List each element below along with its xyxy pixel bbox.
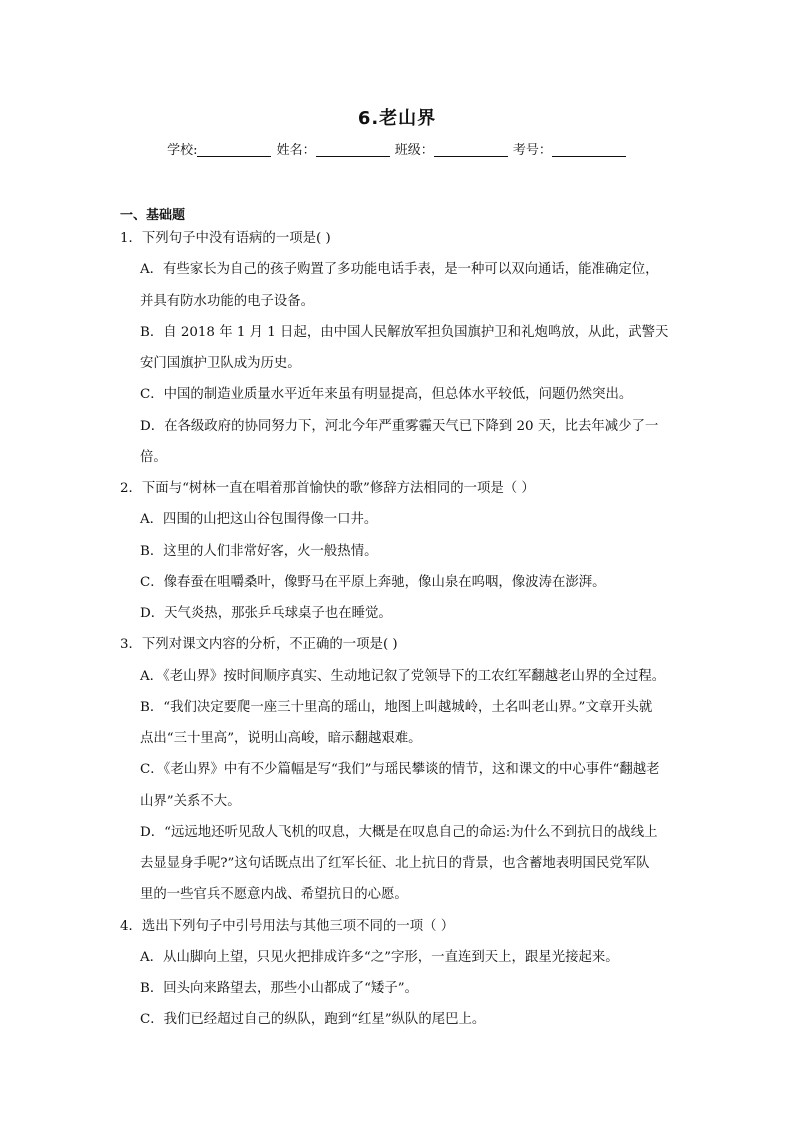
school-blank[interactable]: [197, 143, 271, 157]
option-line: B．“我们决定要爬一座三十里高的瑶山，地图上叫越城岭，土名叫老山界。”文章开头就: [140, 699, 653, 715]
option-line: A．《老山界》按时间顺序真实、生动地记叙了党领导下的工农红军翻越老山界的全过程。: [140, 668, 666, 684]
name-blank[interactable]: [316, 143, 390, 157]
option-line: A．有些家长为自己的孩子购置了多功能电话手表，是一种可以双向通话，能准确定位，: [140, 262, 659, 278]
option-line: 里的一些官兵不愿意内战、希望抗日的心愿。: [140, 887, 408, 903]
option-line: C．中国的制造业质量水平近年来虽有明显提高，但总体水平较低，问题仍然突出。: [140, 387, 633, 403]
option-line: 点出“三十里高”，说明山高峻，暗示翻越艰难。: [140, 731, 422, 746]
option-line: A．四围的山把这山谷包围得像一口井。: [140, 512, 378, 528]
option-line: 并具有防水功能的电子设备。: [140, 293, 315, 309]
name-label: 姓名：: [276, 143, 316, 158]
question-stem: 1．下列句子中没有语病的一项是( ): [120, 231, 331, 246]
page-title: 6.老山界: [357, 108, 437, 129]
option-line: C．《老山界》中有不少篇幅是写“我们”与瑶民攀谈的情节，这和课文的中心事件“翻越老: [140, 762, 660, 778]
option-line: 去显显身手呢?”这句话既点出了红军长征、北上抗日的背景，也含蓄地表明国民党军队: [140, 856, 650, 871]
option-line: 山界”关系不大。: [140, 793, 241, 809]
school-label: 学校:: [167, 143, 198, 158]
section-title: 一、基础题: [120, 208, 186, 223]
option-line: D．天气炎热，那张乒乓球桌子也在睡觉。: [140, 606, 392, 621]
option-line: C．像春蚕在咀嚼桑叶，像野马在平原上奔驰，像山泉在呜咽，像波涛在澎湃。: [140, 574, 606, 590]
number-label: 考号：: [512, 143, 552, 158]
option-line: A．从山脚向上望，只见火把排成许多“之”字形，一直连到天上，跟星光接起来。: [140, 949, 619, 965]
option-line: C．我们已经超过自己的纵队，跑到“红星”纵队的尾巴上。: [140, 1012, 486, 1028]
option-line: B．回头向来路望去，那些小山都成了“矮子”。: [140, 981, 418, 996]
option-line: B．自 2018 年 1 月 1 日起，由中国人民解放军担负国旗护卫和礼炮鸣放，从此，武警天: [140, 324, 669, 340]
number-blank[interactable]: [552, 143, 626, 157]
question-stem: 2．下面与“树林一直在唱着那首愉快的歌”修辞方法相同的一项是（ ）: [120, 481, 535, 496]
question-stem: 3．下列对课文内容的分析，不正确的一项是( ): [120, 637, 398, 653]
student-info-line: [0, 139, 794, 158]
option-line: D．在各级政府的协同努力下，河北今年严重雾霾天气已下降到 20 天，比去年减少了一: [140, 418, 659, 434]
option-line: B．这里的人们非常好客，火一般热情。: [140, 543, 378, 559]
question-stem: 4．选出下列句子中引号用法与其他三项不同的一项（ ）: [120, 918, 455, 934]
option-line: 安门国旗护卫队成为历史。: [140, 356, 301, 371]
class-blank[interactable]: [434, 143, 508, 157]
option-line: 倍。: [140, 449, 167, 465]
class-label: 班级：: [394, 143, 434, 158]
option-line: D．“远远地还听见敌人飞机的叹息，大概是在叹息自己的命运:为什么不到抗日的战线上: [140, 824, 658, 840]
